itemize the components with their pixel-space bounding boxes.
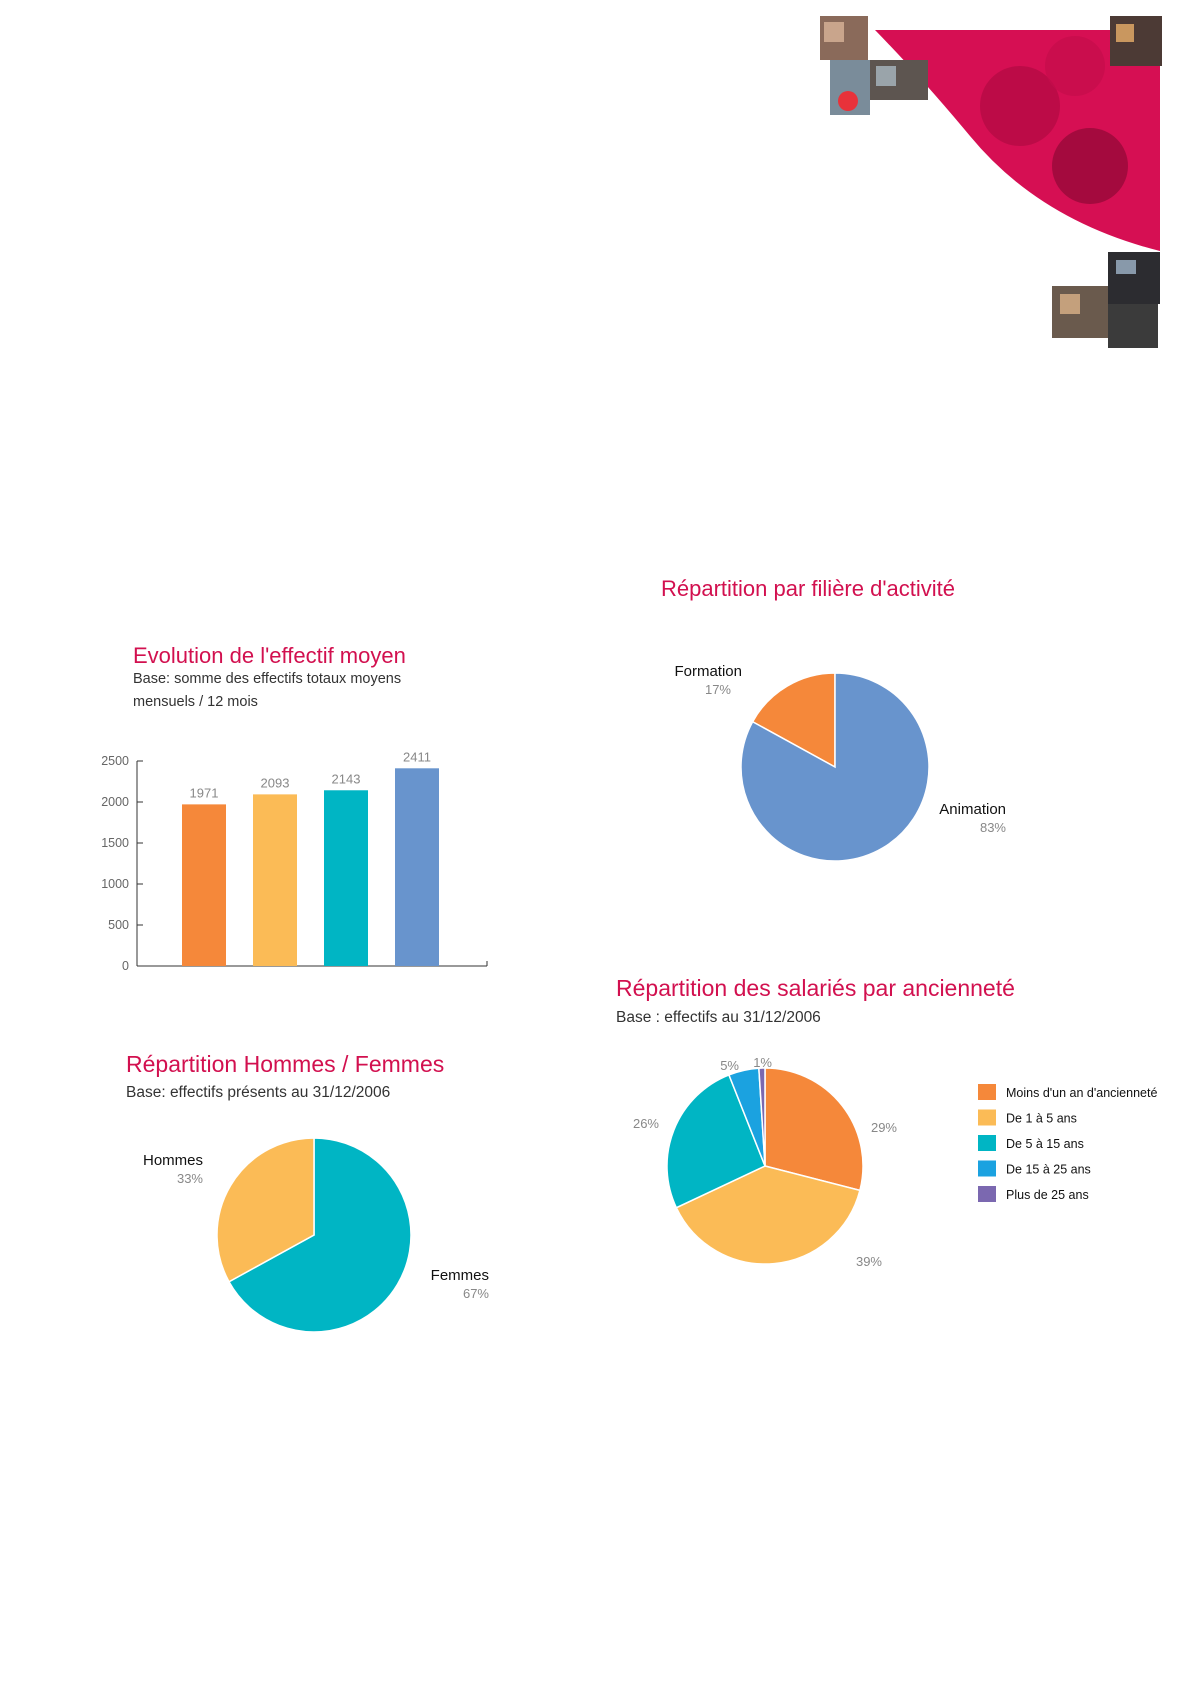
legend-swatch	[978, 1110, 996, 1126]
pie-value-label: 33%	[176, 1171, 203, 1186]
bar-value-label: 1971	[189, 785, 219, 801]
effectif-subtitle-line1: Base: somme des effectifs totaux moyens	[133, 671, 402, 687]
genre-pie-chart	[110, 1120, 510, 1350]
effectif-chart-title: Evolution de l'effectif moyen	[133, 643, 406, 668]
legend-label: De 1 à 5 ans	[1006, 1111, 1077, 1126]
pie-value-label: 1%	[753, 1055, 772, 1070]
y-tick-label: 2500	[101, 754, 129, 768]
pie-value-label: 5%	[720, 1058, 739, 1073]
pie-label: Animation	[939, 801, 1006, 818]
bar-value-label: 2143	[331, 771, 361, 787]
pie-label: Femmes	[430, 1267, 489, 1284]
effectif-subtitle-line2: mensuels / 12 mois	[133, 694, 258, 710]
legend-label: Plus de 25 ans	[1006, 1188, 1089, 1202]
legend-swatch	[978, 1084, 996, 1100]
photo-thumbnail	[1108, 252, 1160, 304]
effectif-bar-chart	[80, 740, 500, 980]
pie-value-label: 67%	[462, 1286, 489, 1301]
y-tick-label: 0	[122, 959, 129, 973]
y-tick-label: 1000	[101, 877, 129, 891]
y-tick-label: 2000	[101, 795, 129, 809]
pie-value-label: 29%	[870, 1120, 897, 1135]
legend-swatch	[978, 1161, 996, 1177]
bar-value-label: 2411	[403, 749, 431, 765]
y-tick-label: 1500	[101, 836, 129, 850]
pie-value-label: 83%	[979, 820, 1006, 835]
legend-label: Moins d'un an d'ancienneté	[1006, 1086, 1158, 1100]
pie-value-label: 17%	[704, 682, 731, 697]
bar	[182, 804, 226, 966]
bar	[253, 794, 297, 966]
genre-chart-title: Répartition Hommes / Femmes	[126, 1051, 445, 1077]
pie-value-label: 26%	[632, 1116, 659, 1131]
legend-label: De 5 à 15 ans	[1006, 1137, 1084, 1151]
legend-label: De 15 à 25 ans	[1006, 1162, 1091, 1177]
anciennete-pie-chart	[600, 1040, 1180, 1300]
anciennete-chart-title: Répartition des salariés par ancienneté	[616, 975, 1015, 1001]
filiere-chart-title: Répartition par filière d'activité	[661, 576, 956, 601]
pie-label: Hommes	[142, 1152, 203, 1169]
y-tick-label: 500	[108, 918, 129, 932]
anciennete-chart-subtitle: Base : effectifs au 31/12/2006	[616, 1009, 821, 1026]
bar	[395, 768, 439, 966]
legend-swatch	[978, 1135, 996, 1151]
filiere-pie-chart	[640, 650, 1040, 880]
corner-photo-collage	[820, 16, 1176, 350]
effectif-chart-subtitle	[133, 668, 401, 714]
legend-swatch	[978, 1186, 996, 1202]
pie-value-label: 39%	[855, 1254, 882, 1269]
pie-label: Formation	[674, 663, 742, 680]
genre-chart-subtitle: Base: effectifs présents au 31/12/2006	[126, 1084, 391, 1101]
bar	[324, 790, 368, 966]
bar-value-label: 2093	[260, 775, 290, 791]
photo-thumbnail	[1108, 304, 1158, 348]
